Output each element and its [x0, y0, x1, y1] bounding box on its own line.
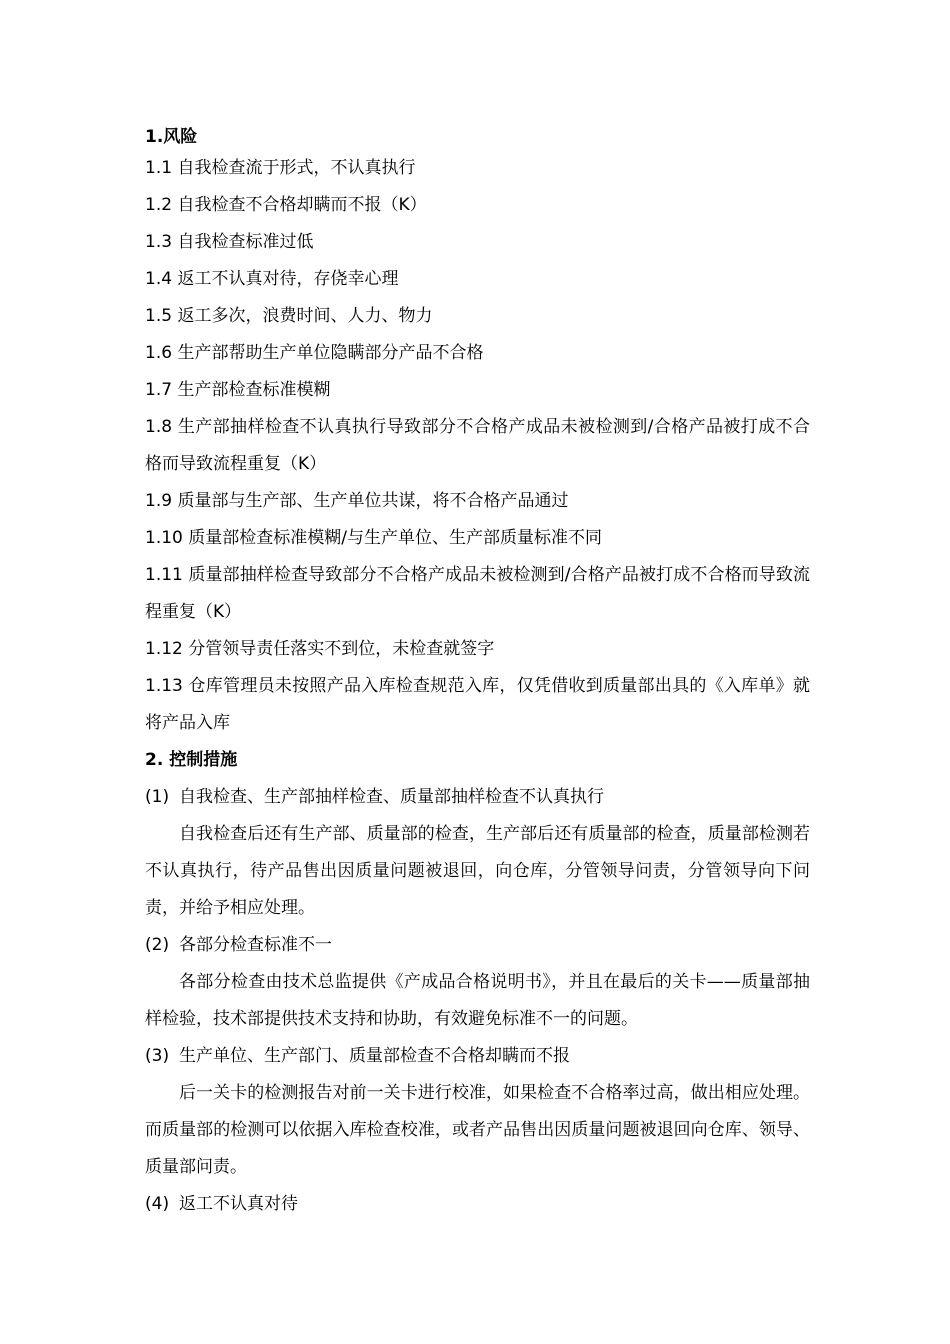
- measure-title: [145, 779, 810, 816]
- measure-number: (1): [145, 787, 170, 807]
- measure-title-text: 各部分检查标准不一: [179, 935, 332, 955]
- risk-item: 1.5 返工多次，浪费时间、人力、物力: [145, 306, 433, 326]
- risk-heading: 1.风险: [145, 127, 198, 147]
- risk-item: 1.12 分管领导责任落实不到位，未检查就签字: [145, 639, 495, 659]
- measure-body: 自我检查后还有生产部、质量部的检查，生产部后还有质量部的检查，质量部检测若不认真执行，待产品售出因质量问题被退回，向仓库，分管领导问责，分管领导向下问责，并给予相应处理。: [145, 824, 810, 918]
- document-page: [145, 124, 810, 1223]
- risk-item: 1.1 自我检查流于形式，不认真执行: [145, 158, 416, 178]
- measure-title-text: 返工不认真对待: [179, 1194, 298, 1214]
- measure-title-text: 生产单位、生产部门、质量部检查不合格却瞒而不报: [179, 1046, 570, 1066]
- risk-item: 1.7 生产部检查标准模糊: [145, 380, 331, 400]
- risk-item: 1.3 自我检查标准过低: [145, 232, 314, 252]
- measure-title: [145, 1038, 810, 1075]
- measure-body: 各部分检查由技术总监提供《产成品合格说明书》，并且在最后的关卡——质量部抽样检验，技术部提供技术支持和协助，有效避免标准不一的问题。: [145, 972, 810, 1029]
- risk-item: 1.2 自我检查不合格却瞒而不报（K）: [145, 195, 427, 215]
- risk-item: 1.9 质量部与生产部、生产单位共谋，将不合格产品通过: [145, 491, 569, 511]
- risk-item: 1.11 质量部抽样检查导致部分不合格产成品未被检测到/合格产品被打成不合格而导致流程重复（K）: [145, 565, 810, 622]
- measure-number: (2): [145, 935, 170, 955]
- risk-item: 1.8 生产部抽样检查不认真执行导致部分不合格产成品未被检测到/合格产品被打成不合格而导致流程重复（K）: [145, 417, 810, 474]
- risk-item: 1.6 生产部帮助生产单位隐瞒部分产品不合格: [145, 343, 484, 363]
- measure-title: [145, 927, 810, 964]
- measure-number: (4): [145, 1194, 170, 1214]
- risk-item: 1.4 返工不认真对待，存侥幸心理: [145, 269, 399, 289]
- measure-title: [145, 1186, 810, 1223]
- risk-item: 1.13 仓库管理员未按照产品入库检查规范入库，仅凭借收到质量部出具的《入库单》就将产品入库: [145, 676, 810, 733]
- measure-number: (3): [145, 1046, 170, 1066]
- measure-title-text: 自我检查、生产部抽样检查、质量部抽样检查不认真执行: [179, 787, 604, 807]
- risk-item: 1.10 质量部检查标准模糊/与生产单位、生产部质量标准不同: [145, 528, 602, 548]
- measure-body: 后一关卡的检测报告对前一关卡进行校准，如果检查不合格率过高，做出相应处理。而质量部的检测可以依据入库检查校准，或者产品售出因质量问题被退回向仓库、领导、质量部问责。: [145, 1083, 810, 1177]
- control-heading: 2. 控制措施: [145, 750, 238, 770]
